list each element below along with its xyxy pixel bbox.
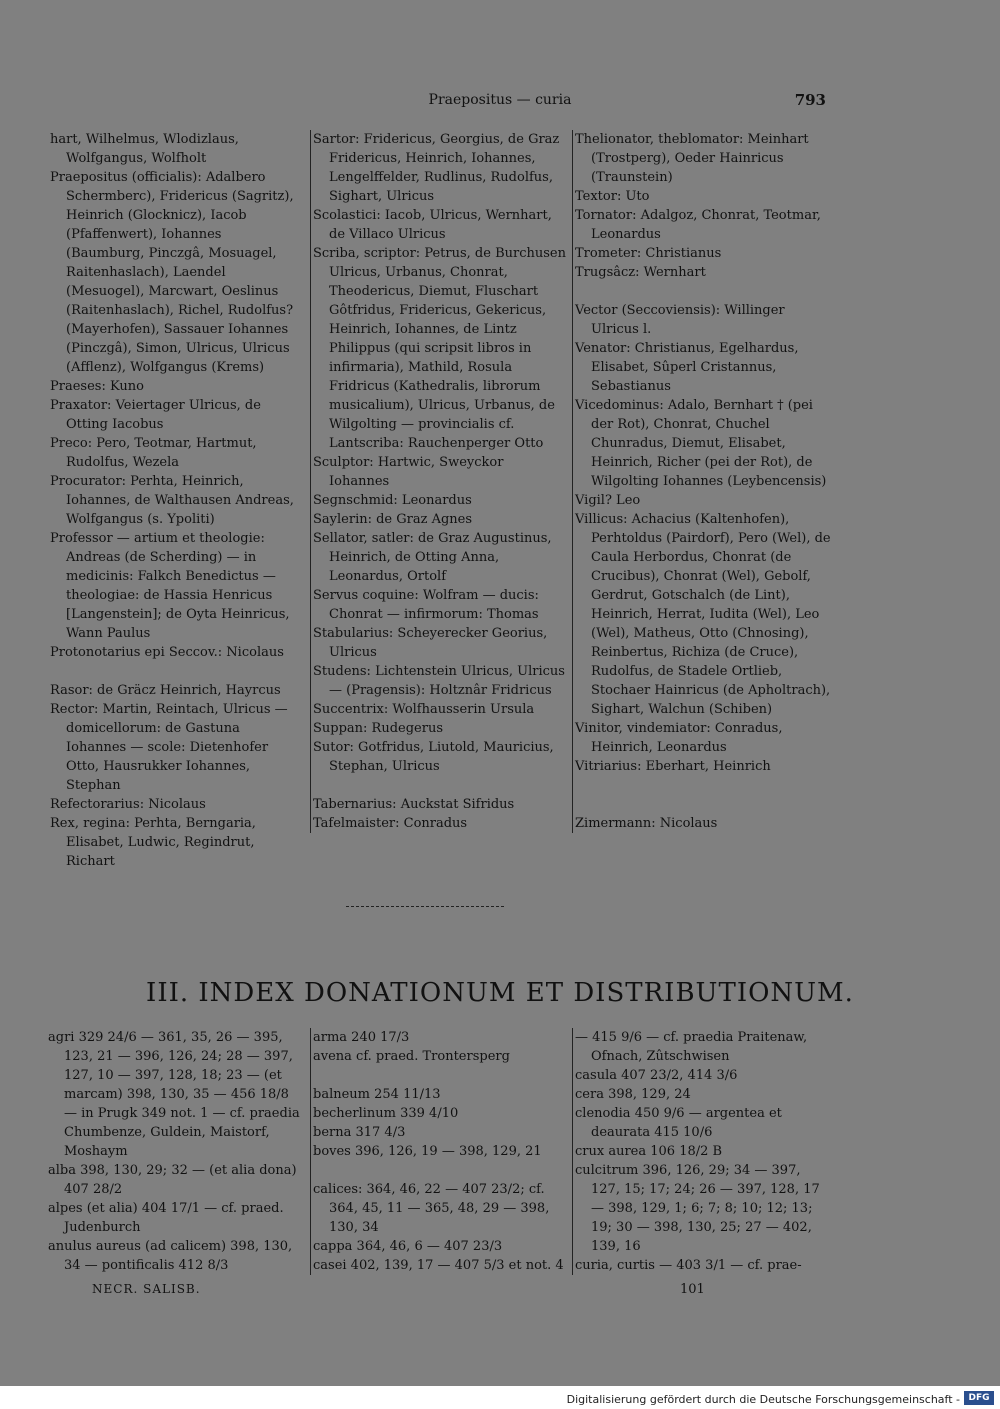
list-item: boves 396, 126, 19 — 398, 129, 21 [313,1144,542,1159]
list-item: Venator: Christianus, Egelhardus, Elisabet, Sûperl Cristannus, Sebastianus [575,341,799,394]
list-item: agri 329 24/6 — 361, 35, 26 — 395, 123, 21 — 396, 126, 24; 28 — 397, 127, 10 — 397, 128, 18; 23 — (et marcam) 398, 130, 35 — 456 18/8 — in Prugk 349 not. 1 — cf. praedia Chumbenze, Guldein, Maistorf, Moshaym [48,1030,300,1159]
list-item: Vigil? Leo [575,493,641,508]
list-column [572,130,831,833]
list-item: Rex, regina: Perhta, Berngaria, Elisabet, Ludwic, Regindrut, Richart [50,816,256,869]
list-item: Sutor: Gotfridus, Liutold, Mauricius, Stephan, Ulricus [313,740,554,774]
section-divider [346,906,504,907]
list-item: Villicus: Achacius (Kaltenhofen), Perhtoldus (Pairdorf), Pero (Wel), de Caula Herbordus, Chonrat (de Crucibus), Chonrat (Wel), Gebolf, Gerdrut, Gotschalch (de Lint), Heinrich, Herrat, Iudita (Wel), Leo (Wel), Matheus, Otto (Chnosing), Reinbertus, Richiza (de Cruce), Rudolfus, de Stadele Ortlieb, Stochaer Hainricus (de Apholtrach), Sighart, Walchun (Schiben) [575,512,831,717]
list-item: Scolastici: Iacob, Ulricus, Wernhart, de Villaco Ulricus [313,208,552,242]
list-item: casula 407 23/2, 414 3/6 [575,1068,738,1083]
index-column [572,1028,831,1275]
list-item: alpes (et alia) 404 17/1 — cf. praed. Judenburch [48,1201,284,1235]
list-column [50,130,302,871]
list-item: Tornator: Adalgoz, Chonrat, Teotmar, Leonardus [575,208,821,242]
list-item: Scriba, scriptor: Petrus, de Burchusen Ulricus, Urbanus, Chonrat, Theodericus, Diemut, Fluschart Gôtfridus, Fridericus, Gekericus, Heinrich, Iohannes, de Lintz Philippus (qui scripsit libros in infirmaria), Mathild, Rosula Fridricus (Kathedralis, librorum musicalium), Ulricus, Urbanus, de Wilgolting — provincialis cf. Lantscriba: Rauchenperger Otto [313,246,566,451]
list-item: Sellator, satler: de Graz Augustinus, Heinrich, de Otting Anna, Leonardus, Ortolf [313,531,552,584]
list-item: Suppan: Rudegerus [313,721,444,736]
sheet-number: 101 [680,1282,705,1297]
list-item: crux aurea 106 18/2 B [575,1144,723,1159]
list-item: Praeses: Kuno [50,379,144,394]
page-number: 793 [794,91,826,109]
list-item: Rasor: de Gräcz Heinrich, Hayrcus [50,683,281,698]
dfg-logo: DFG [964,1391,994,1405]
list-item: Segnschmid: Leonardus [313,493,472,508]
list-item: clenodia 450 9/6 — argentea et deaurata 415 10/6 [575,1106,782,1140]
list-item: avena cf. praed. Trontersperg [313,1049,510,1064]
list-item: Vinitor, vindemiator: Conradus, Heinrich, Leonardus [575,721,783,755]
index-column [48,1028,302,1275]
list-item: Servus coquine: Wolfram — ducis: Chonrat — infirmorum: Thomas [313,588,539,622]
list-item: Thelionator, theblomator: Meinhart (Trostperg), Oeder Hainricus (Traunstein) [575,132,809,185]
entry-gap [575,795,831,814]
list-item: Protonotarius epi Seccov.: Nicolaus [50,645,284,660]
list-item: alba 398, 130, 29; 32 — (et alia dona) 407 28/2 [48,1163,297,1197]
list-item: curia, curtis — 403 3/1 — cf. prae- [575,1258,802,1273]
entry-gap [313,1161,566,1180]
list-item: Studens: Lichtenstein Ulricus, Ulricus — (Pragensis): Holtznâr Fridricus [313,664,565,698]
list-item: Stabularius: Scheyerecker Georius, Ulricus [313,626,548,660]
list-item: balneum 254 11/13 [313,1087,441,1102]
list-item: Zimermann: Nicolaus [575,816,718,831]
list-item: Vicedominus: Adalo, Bernhart † (pei der Rot), Chonrat, Chuchel Chunradus, Diemut, Elisabet, Heinrich, Richer (pei der Rot), de Wilgolting Iohannes (Leybencensis) [575,398,827,489]
list-item: calices: 364, 46, 22 — 407 23/2; cf. 364, 45, 11 — 365, 48, 29 — 398, 130, 34 [313,1182,550,1235]
list-item: cera 398, 129, 24 [575,1087,691,1102]
list-item: Sartor: Fridericus, Georgius, de Graz Fridericus, Heinrich, Iohannes, Lengelffelder, Rudlinus, Rudolfus, Sighart, Ulricus [313,132,560,204]
list-item: Tabernarius: Auckstat Sifridus [313,797,515,812]
list-item: anulus aureus (ad calicem) 398, 130, 34 — pontificalis 412 8/3 [48,1239,293,1273]
list-item: Tafelmaister: Conradus [313,816,468,831]
printer-signature: NECR. SALISB. [92,1282,201,1296]
list-item: Trometer: Christianus [575,246,722,261]
list-column [310,130,566,833]
list-item: arma 240 17/3 [313,1030,410,1045]
list-item: Saylerin: de Graz Agnes [313,512,473,527]
list-item: Trugsâcz: Wernhart [575,265,706,280]
list-item: Refectorarius: Nicolaus [50,797,206,812]
index-column [310,1028,566,1275]
list-item: Preco: Pero, Teotmar, Hartmut, Rudolfus, Wezela [50,436,257,470]
list-item: Vector (Seccoviensis): Willinger Ulricus l. [575,303,785,337]
list-item: Sculptor: Hartwic, Sweyckor Iohannes [313,455,504,489]
list-item: Succentrix: Wolfhausserin Ursula [313,702,535,717]
list-item: cappa 364, 46, 6 — 407 23/3 [313,1239,503,1254]
footer-credit: Digitalisierung gefördert durch die Deutsche Forschungsgemeinschaft - [566,1393,960,1406]
list-item: Professor — artium et theologie: Andreas (de Scherding) — in medicinis: Falkch Benedictus — theologiae: de Hassia Henricus [Langenstein]; de Oyta Heinricus, Wann Paulus [50,531,290,641]
list-item: berna 317 4/3 [313,1125,406,1140]
list-item: casei 402, 139, 17 — 407 5/3 et not. 4 [313,1258,564,1273]
list-item: hart, Wilhelmus, Wlodizlaus, Wolfgangus, Wolfholt [50,132,239,166]
entry-gap [313,776,566,795]
running-head: Praepositus — curia [428,92,572,108]
section-title: III. INDEX DONATIONUM ET DISTRIBUTIONUM. [146,978,854,1008]
entry-gap [575,776,831,795]
list-item: Procurator: Perhta, Heinrich, Iohannes, de Walthausen Andreas, Wolfgangus (s. Ypoliti) [50,474,294,527]
entry-gap [50,662,302,681]
list-item: Textor: Uto [575,189,650,204]
footer-bar [0,1391,1000,1409]
list-item: culcitrum 396, 126, 29; 34 — 397, 127, 15; 17; 24; 26 — 397, 128, 17 — 398, 129, 1; 6; 7; 8; 10; 12; 13; 19; 30 — 398, 130, 25; 27 — 402, 139, 16 [575,1163,820,1254]
entry-gap [313,1066,566,1085]
entry-gap [575,282,831,301]
list-item: — 415 9/6 — cf. praedia Praitenaw, Ofnach, Zûtschwisen [575,1030,808,1064]
list-item: Vitriarius: Eberhart, Heinrich [575,759,771,774]
list-item: Rector: Martin, Reintach, Ulricus — domicellorum: de Gastuna Iohannes — scole: Dietenhofer Otto, Hausrukker Iohannes, Stephan [50,702,288,793]
list-item: Praxator: Veiertager Ulricus, de Otting Iacobus [50,398,261,432]
list-item: Praepositus (officialis): Adalbero Schermberc), Fridericus (Sagritz), Heinrich (Glocknicz), Iacob (Pfaffenwert), Iohannes (Baumburg, Pinczgâ, Mosuagel, Raitenhaslach), Laendel (Mesuogel), Marcwart, Oeslinus (Raitenhaslach), Richel, Rudolfus? (Mayerhofen), Sassauer Iohannes (Pinczgâ), Simon, Ulricus, Ulricus (Afflenz), Wolfgangus (Krems) [50,170,294,375]
list-item: becherlinum 339 4/10 [313,1106,459,1121]
